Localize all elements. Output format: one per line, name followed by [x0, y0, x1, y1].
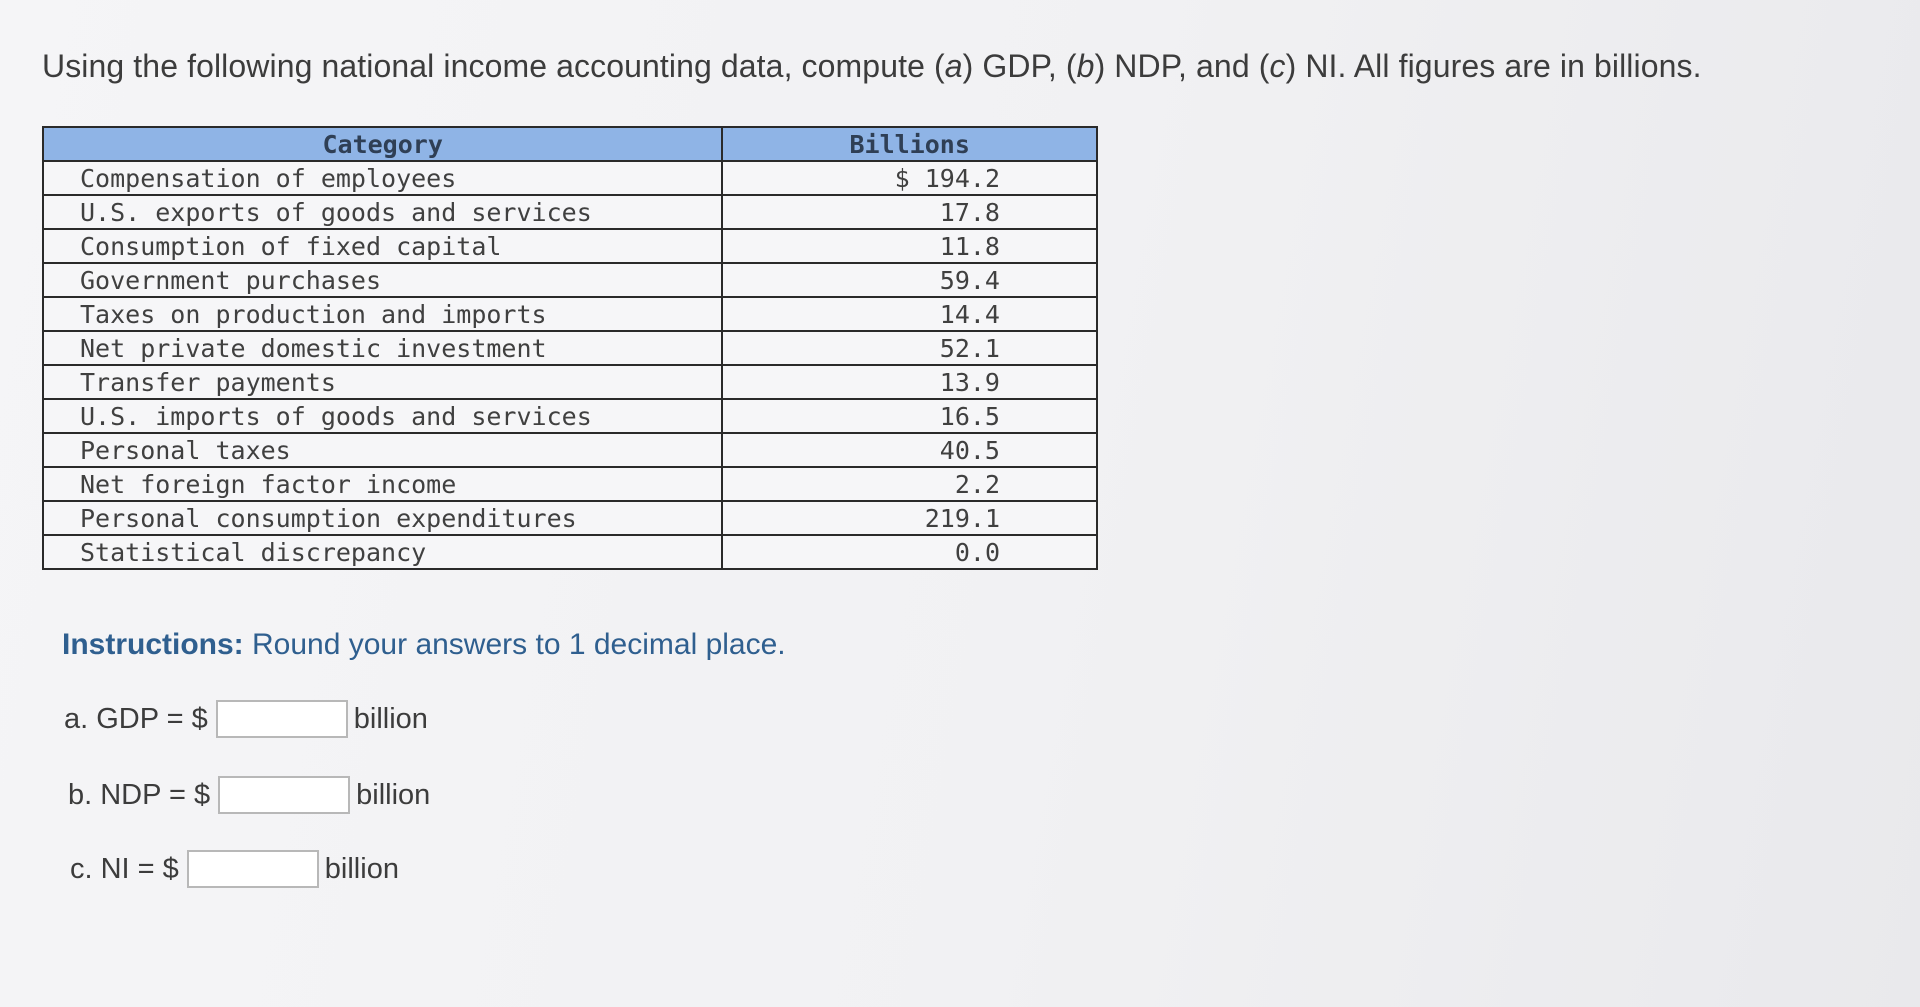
ndp-unit: billion [356, 778, 431, 811]
row-value: 59.4 [722, 263, 1097, 297]
row-category: Net private domestic investment [43, 331, 722, 365]
question-part-a: a [944, 48, 963, 84]
row-value: 40.5 [722, 433, 1097, 467]
row-value: 11.8 [722, 229, 1097, 263]
table-row [43, 501, 1097, 535]
question-suffix: ) NI. All figures are in billions. [1285, 48, 1702, 84]
row-category: Taxes on production and imports [43, 297, 722, 331]
row-category: Consumption of fixed capital [43, 229, 722, 263]
question-part-b: b [1076, 48, 1095, 84]
table-row [43, 467, 1097, 501]
gdp-input[interactable] [216, 700, 348, 738]
row-category: Personal taxes [43, 433, 722, 467]
gdp-label: a. GDP = $ [64, 702, 208, 735]
question-part-c: c [1269, 48, 1286, 84]
row-value: 13.9 [722, 365, 1097, 399]
instructions [62, 628, 786, 662]
row-category: Net foreign factor income [43, 467, 722, 501]
question-mid-2: ) NDP, and ( [1094, 48, 1270, 84]
ndp-label: b. NDP = $ [68, 778, 211, 811]
answer-gdp [64, 700, 428, 738]
table-header-row [43, 127, 1097, 161]
row-category: Transfer payments [43, 365, 722, 399]
row-value: 16.5 [722, 399, 1097, 433]
question-prefix: Using the following national income accounting data, compute ( [42, 48, 945, 84]
table-row [43, 229, 1097, 263]
row-value: 17.8 [722, 195, 1097, 229]
header-billions: Billions [722, 127, 1097, 161]
answer-ni [70, 850, 399, 888]
ndp-input[interactable] [218, 776, 350, 814]
national-income-table [42, 126, 1098, 570]
table-row [43, 161, 1097, 195]
table-row [43, 399, 1097, 433]
table-row [43, 365, 1097, 399]
ni-input[interactable] [187, 850, 319, 888]
instructions-text: Round your answers to 1 decimal place. [243, 628, 786, 661]
row-category: Government purchases [43, 263, 722, 297]
instructions-label: Instructions: [62, 628, 244, 661]
table-row [43, 535, 1097, 569]
gdp-unit: billion [353, 702, 428, 735]
row-category: U.S. exports of goods and services [43, 195, 722, 229]
row-value: $ 194.2 [722, 161, 1097, 195]
table-row [43, 297, 1097, 331]
table-row [43, 331, 1097, 365]
row-value: 14.4 [722, 297, 1097, 331]
table-row [43, 195, 1097, 229]
ni-unit: billion [324, 852, 399, 885]
question-text [42, 48, 1702, 85]
ni-label: c. NI = $ [70, 852, 179, 885]
row-value: 0.0 [722, 535, 1097, 569]
table-row [43, 263, 1097, 297]
table-row [43, 433, 1097, 467]
row-category: U.S. imports of goods and services [43, 399, 722, 433]
answer-ndp [68, 776, 430, 814]
row-value: 2.2 [722, 467, 1097, 501]
row-value: 52.1 [722, 331, 1097, 365]
question-mid-1: ) GDP, ( [962, 48, 1077, 84]
row-value: 219.1 [722, 501, 1097, 535]
row-category: Statistical discrepancy [43, 535, 722, 569]
row-category: Compensation of employees [43, 161, 722, 195]
row-category: Personal consumption expenditures [43, 501, 722, 535]
header-category: Category [43, 127, 722, 161]
